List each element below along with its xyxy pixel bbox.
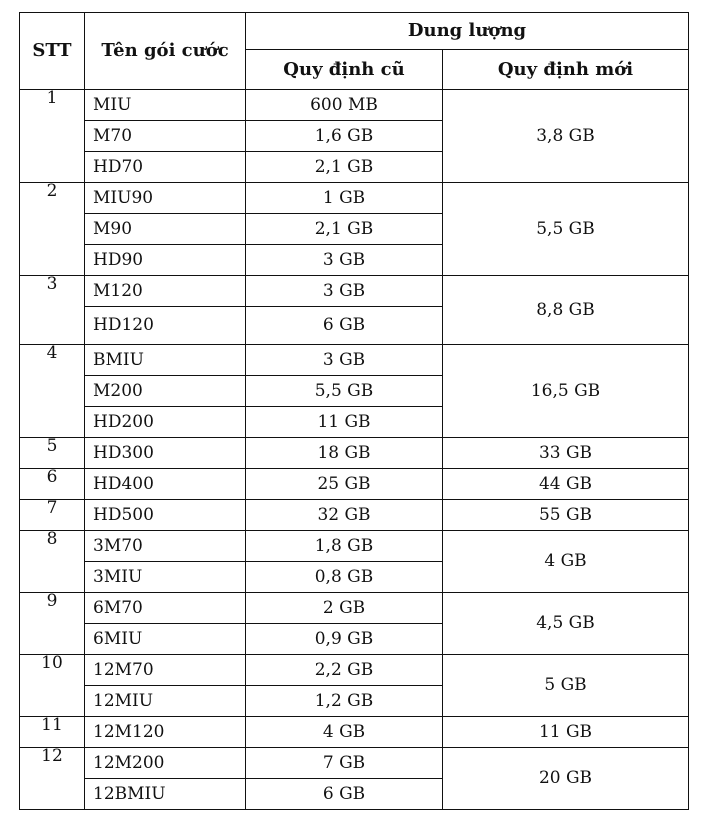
new-capacity-cell: 3,8 GB [443,90,689,183]
plan-name-cell: 12M200 [85,748,246,779]
old-capacity-cell: 4 GB [246,717,443,748]
plan-name-cell: HD500 [85,500,246,531]
new-capacity-cell: 4 GB [443,531,689,593]
plan-name-cell: 6M70 [85,593,246,624]
table-row [20,593,689,624]
plan-name-cell: 12MIU [85,686,246,717]
plan-name-cell: 12M120 [85,717,246,748]
plan-name-cell: M70 [85,121,246,152]
stt-cell: 12 [20,748,85,810]
stt-cell: 5 [20,438,85,469]
old-capacity-cell: 0,9 GB [246,624,443,655]
old-capacity-cell: 600 MB [246,90,443,121]
table-row [20,500,689,531]
plan-name-cell: HD90 [85,245,246,276]
table-body [20,90,689,810]
old-capacity-cell: 6 GB [246,307,443,345]
stt-cell: 9 [20,593,85,655]
new-capacity-cell: 55 GB [443,500,689,531]
plan-name-cell: MIU [85,90,246,121]
plan-name-cell: 12M70 [85,655,246,686]
old-capacity-cell: 18 GB [246,438,443,469]
new-capacity-cell: 16,5 GB [443,345,689,438]
stt-cell: 1 [20,90,85,183]
plan-name-cell: M200 [85,376,246,407]
new-capacity-cell: 33 GB [443,438,689,469]
old-capacity-cell: 5,5 GB [246,376,443,407]
plan-name-cell: MIU90 [85,183,246,214]
table-row [20,469,689,500]
plan-name-cell: M120 [85,276,246,307]
plan-name-cell: HD300 [85,438,246,469]
plan-name-cell: BMIU [85,345,246,376]
old-capacity-cell: 0,8 GB [246,562,443,593]
old-capacity-cell: 3 GB [246,245,443,276]
plan-name-cell: HD70 [85,152,246,183]
table-row [20,531,689,562]
new-capacity-cell: 20 GB [443,748,689,810]
plan-name-cell: 6MIU [85,624,246,655]
plan-name-cell: 3M70 [85,531,246,562]
new-capacity-cell: 4,5 GB [443,593,689,655]
stt-cell: 7 [20,500,85,531]
table-row [20,345,689,376]
stt-cell: 8 [20,531,85,593]
table-row [20,748,689,779]
new-capacity-cell: 44 GB [443,469,689,500]
old-capacity-cell: 3 GB [246,345,443,376]
table-row [20,655,689,686]
table-row [20,438,689,469]
header-plan-name: Tên gói cước [85,13,246,90]
stt-cell: 6 [20,469,85,500]
old-capacity-cell: 32 GB [246,500,443,531]
old-capacity-cell: 6 GB [246,779,443,810]
old-capacity-cell: 1,8 GB [246,531,443,562]
table-header [20,13,689,90]
stt-cell: 10 [20,655,85,717]
table-row [20,90,689,121]
new-capacity-cell: 5 GB [443,655,689,717]
header-new-rule: Quy định mới [443,50,689,90]
old-capacity-cell: 1 GB [246,183,443,214]
new-capacity-cell: 5,5 GB [443,183,689,276]
old-capacity-cell: 1,2 GB [246,686,443,717]
old-capacity-cell: 7 GB [246,748,443,779]
plan-name-cell: 12BMIU [85,779,246,810]
stt-cell: 4 [20,345,85,438]
plan-name-cell: HD120 [85,307,246,345]
old-capacity-cell: 2,1 GB [246,152,443,183]
table-row [20,717,689,748]
old-capacity-cell: 2 GB [246,593,443,624]
stt-cell: 2 [20,183,85,276]
old-capacity-cell: 3 GB [246,276,443,307]
plan-name-cell: HD400 [85,469,246,500]
new-capacity-cell: 11 GB [443,717,689,748]
table-row [20,276,689,307]
new-capacity-cell: 8,8 GB [443,276,689,345]
old-capacity-cell: 25 GB [246,469,443,500]
table-row [20,183,689,214]
plan-name-cell: M90 [85,214,246,245]
old-capacity-cell: 2,1 GB [246,214,443,245]
stt-cell: 3 [20,276,85,345]
plan-name-cell: 3MIU [85,562,246,593]
header-stt: STT [20,13,85,90]
old-capacity-cell: 11 GB [246,407,443,438]
data-plan-table [19,12,689,810]
old-capacity-cell: 1,6 GB [246,121,443,152]
header-capacity: Dung lượng [246,13,689,50]
stt-cell: 11 [20,717,85,748]
plan-name-cell: HD200 [85,407,246,438]
header-old-rule: Quy định cũ [246,50,443,90]
old-capacity-cell: 2,2 GB [246,655,443,686]
